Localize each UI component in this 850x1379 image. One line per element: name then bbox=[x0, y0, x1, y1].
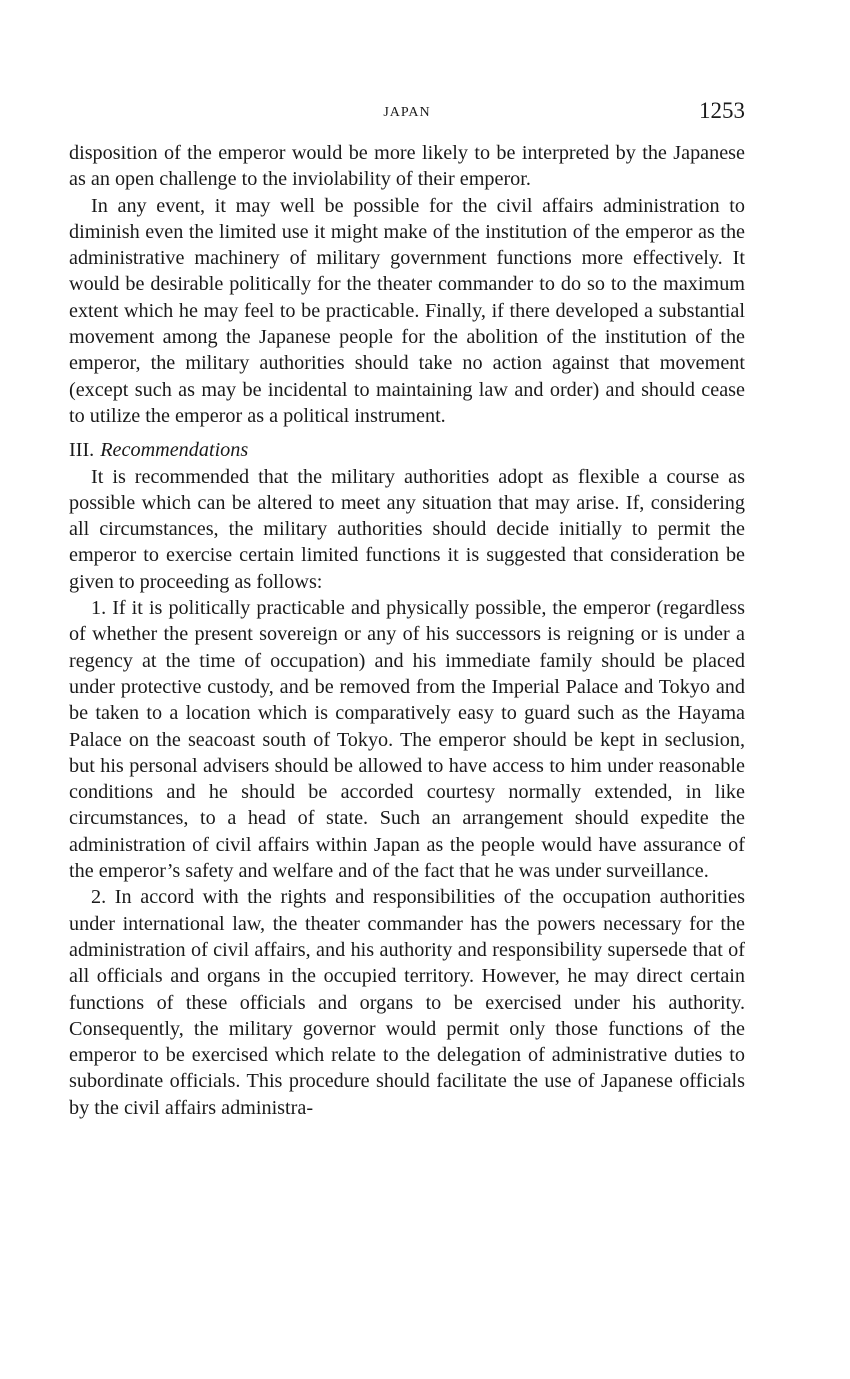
page-number: 1253 bbox=[699, 98, 745, 123]
paragraph-item-2: 2. In accord with the rights and responsibilities of the occupation authorities under international law, the theater commander has the powers necessary for the administration of civil affairs, and his authority and responsibility supersede that of all officials and organs in the occupied territory. However, he may direct certain functions of these officials and organs to be exercised under his authority. Consequently, the military governor would permit only those functions of the emperor to be exercised which relate to the delegation of administrative duties to subordinate officials. This procedure should facilitate the use of Japanese officials by the civil affairs administra- bbox=[69, 886, 745, 1119]
running-title: JAPAN bbox=[383, 105, 431, 120]
document-page bbox=[69, 98, 745, 1121]
paragraph-continuation: disposition of the emperor would be more likely to be interpreted by the Japanese as an open challenge to the inviolability of their emperor. bbox=[69, 142, 745, 191]
paragraph-item-1: 1. If it is politically practicable and physically possible, the emperor (regardless of whether the present sovereign or any of his successors is reigning or is under a regency at the time of occupation) and his immediate family should be placed under protective custody, and be removed from the Imperial Palace and Tokyo and be taken to a location which is comparatively easy to guard such as the Hayama Palace on the seacoast south of Tokyo. The emperor should be kept in seclusion, but his personal advisers should be allowed to have access to him under reasonable conditions and he should be accorded courtesy normally extended, in like circumstances, to a head of state. Such an arrangement should expedite the administration of civil affairs within Japan as the people would have assurance of the emperor’s safety and welfare and of the fact that he was under surveillance. bbox=[69, 597, 745, 883]
paragraph-recommendation-intro: It is recommended that the military authorities adopt as flexible a course as possible which can be altered to meet any situation that may arise. If, considering all circumstances, the military authorities should decide initially to permit the emperor to exercise certain limited functions it is suggested that consideration be given to proceeding as follows: bbox=[69, 465, 745, 593]
running-head bbox=[69, 98, 745, 130]
paragraph-civil-affairs: In any event, it may well be possible for the civil affairs administration to diminish even the limited use it might make of the institution of the emperor as the administrative machinery of military government functions more effectively. It would be desirable politically for the theater commander to do so to the maximum extent which he may feel to be practicable. Finally, if there developed a substantial movement among the Japanese people for the abolition of the institution of the emperor, the military authorities should take no action against that movement (except such as may be incidental to maintaining law and order) and should cease to utilize the emperor as a political instrument. bbox=[69, 194, 745, 427]
body-text bbox=[69, 140, 745, 1121]
section-title: Recommendations bbox=[100, 439, 249, 462]
section-heading bbox=[69, 437, 745, 463]
section-numeral: III. bbox=[69, 439, 95, 462]
